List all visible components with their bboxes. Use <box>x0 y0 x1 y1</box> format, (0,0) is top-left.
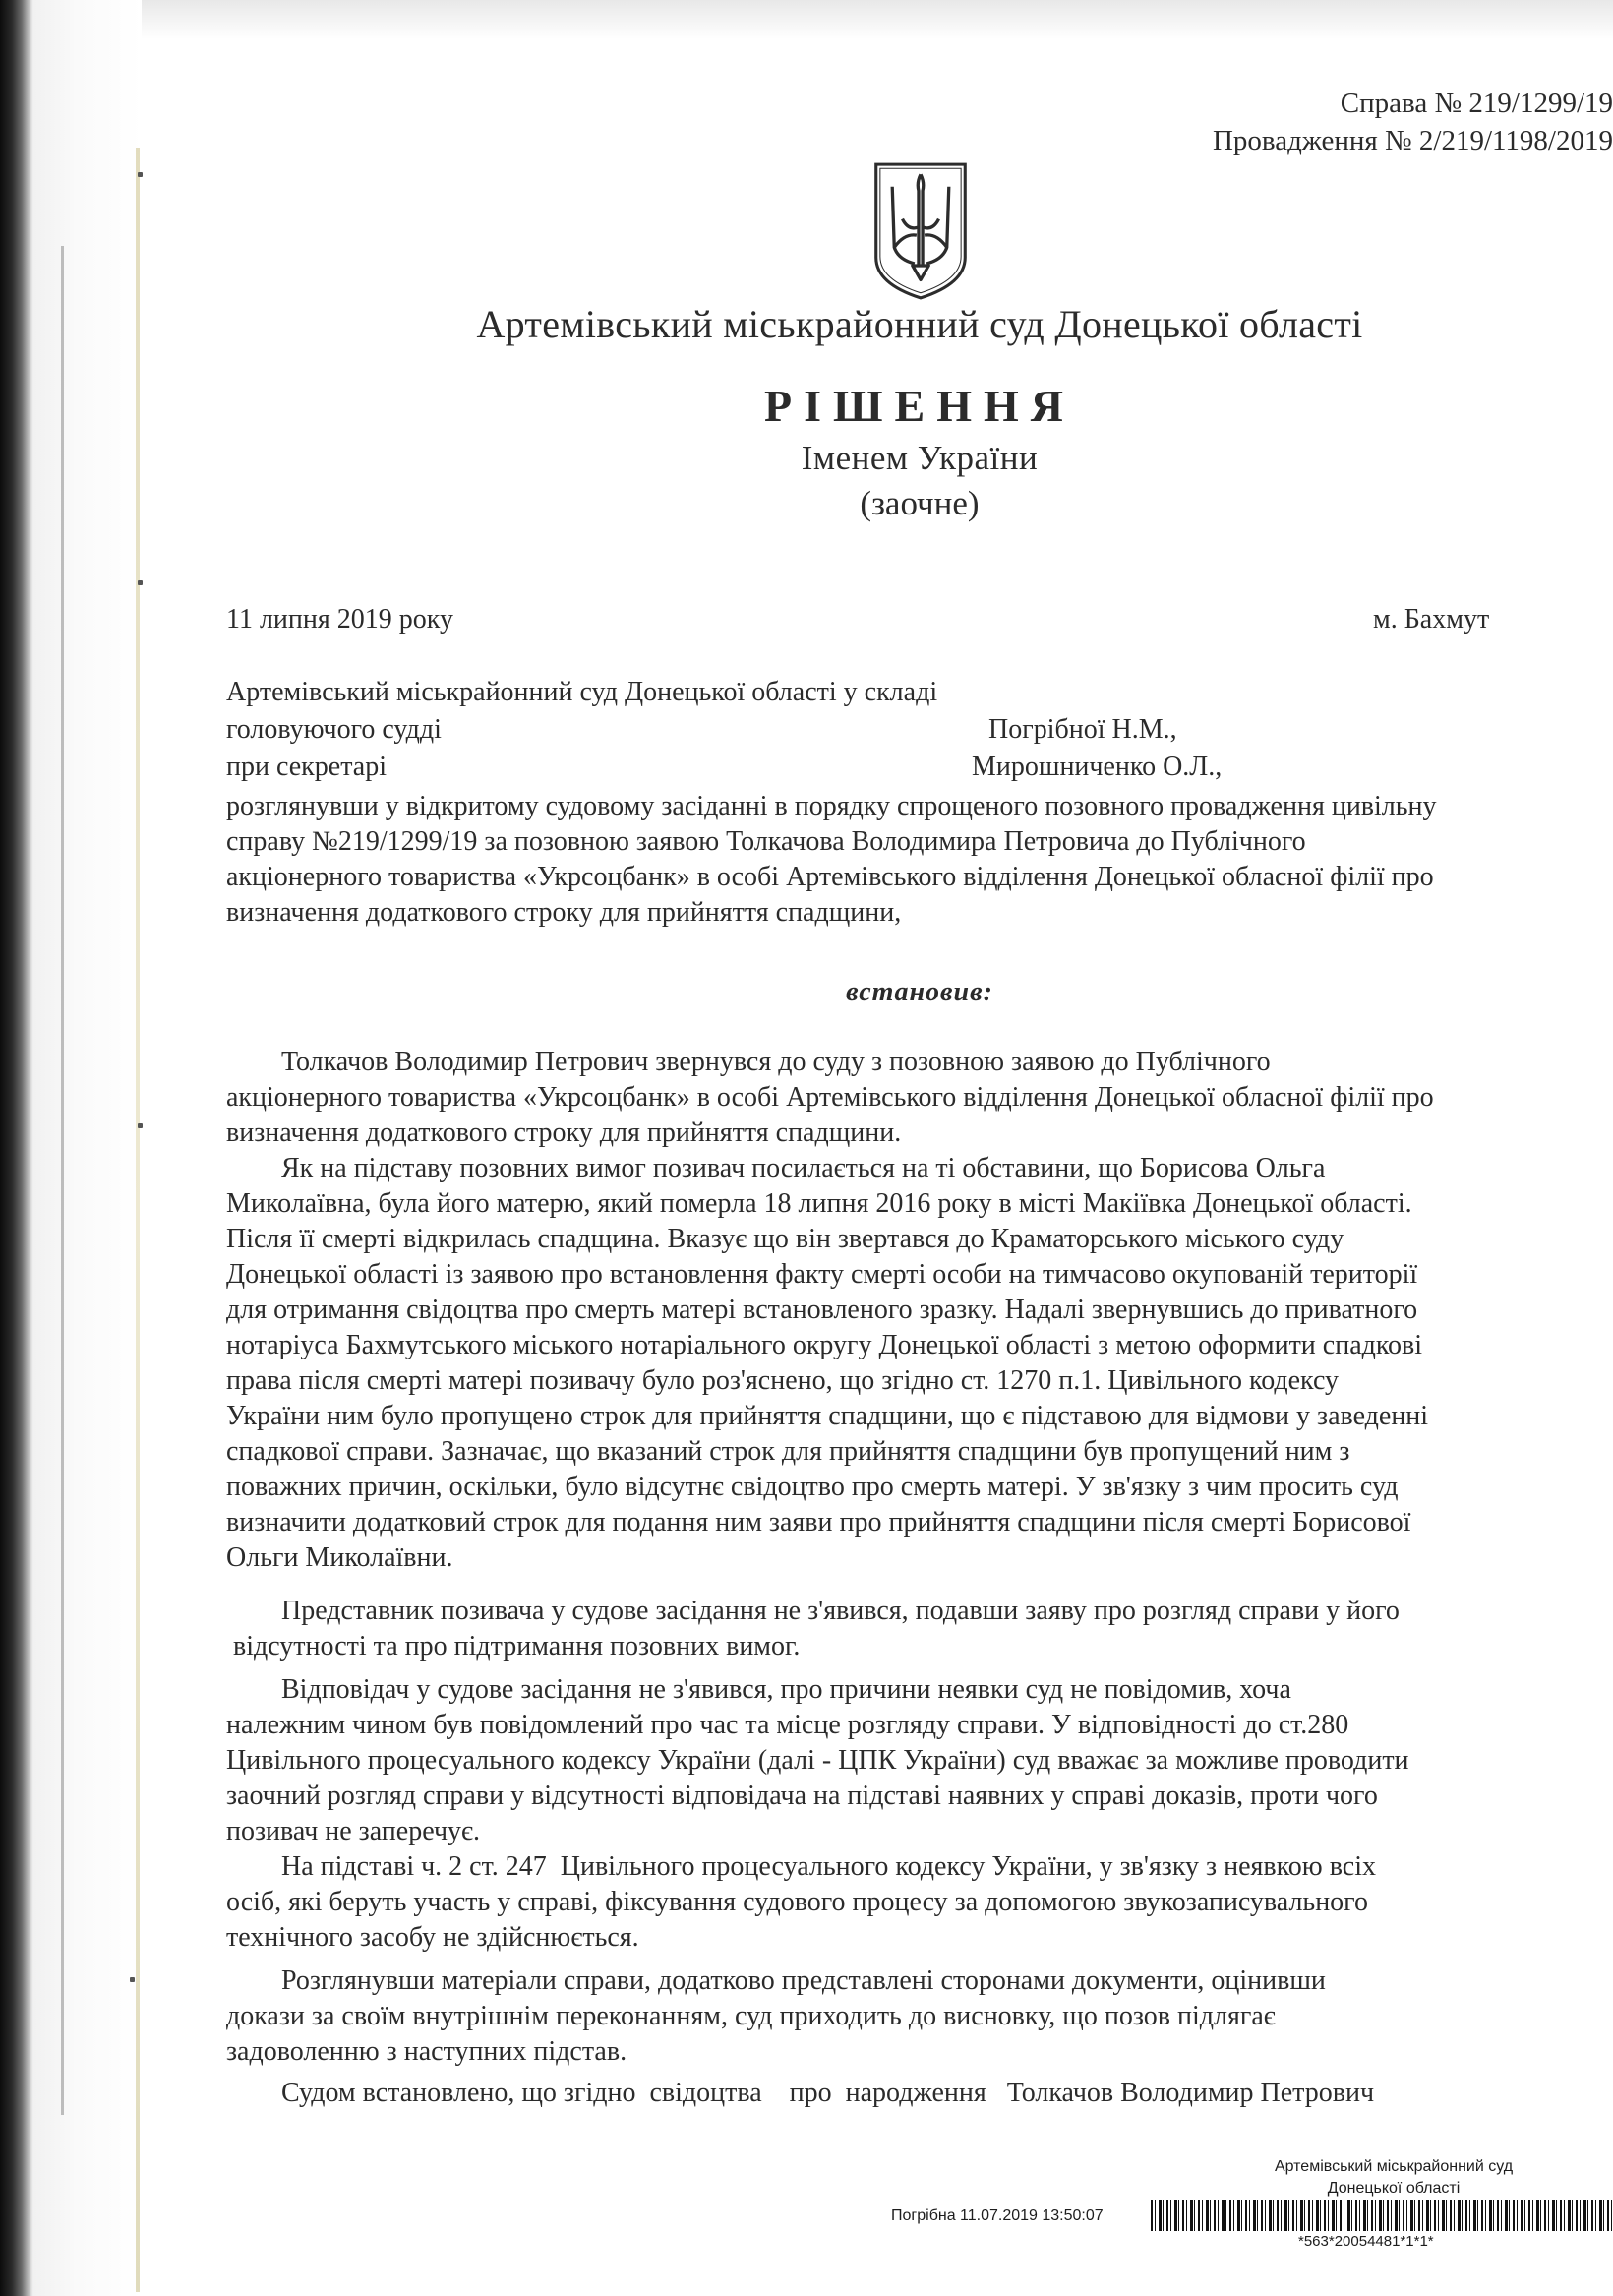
text-line: заочний розгляд справи у відсутності відповідача на підставі наявних у справі доказів, проти чого <box>226 1781 1378 1811</box>
electronic-signature: Погрібна 11.07.2019 13:50:07 <box>891 2207 1104 2224</box>
proceeding-number: Провадження № 2/219/1198/2019 <box>1212 125 1613 156</box>
established-heading: встановив: <box>846 977 993 1007</box>
case-number: Справа № 219/1299/19 <box>1340 88 1613 119</box>
barcode-number: *563*20054481*1*1* <box>1298 2233 1434 2250</box>
text-line: справу №219/1299/19 за позовною заявою Толкачова Володимира Петровича до Публічного <box>226 826 1306 857</box>
court-title: Артемівський міськрайонний суд Донецької області <box>476 302 1363 346</box>
text-line: Після її смерті відкрилась спадщина. Вказує що він звертався до Краматорського міського суду <box>226 1224 1344 1254</box>
body-paragraph <box>226 2076 1613 2111</box>
text-line: права після смерті матері позивачу було роз'яснено, що згідно ст. 1270 п.1. Цивільного кодексу <box>226 1365 1340 1396</box>
text-line: України ним було пропущено строк для прийняття спадщини, що є підставою для відмови у заведенні <box>226 1401 1429 1431</box>
text-line: Відповідач у судове засідання не з'явився, про причини неявки суд не повідомив, хоча <box>226 1674 1291 1705</box>
text-line: поважних причин, оскільки, було відсутнє свідоцтво про смерть матері. У зв'язку з чим просить суд <box>226 1472 1399 1502</box>
text-line: для отримання свідоцтва про смерть матері встановленого зразку. Надалі звернувшись до приватного <box>226 1295 1418 1325</box>
text-line: Представник позивача у судове засідання не з'явився, подавши заяву про розгляд справи у його <box>226 1596 1400 1626</box>
text-line: нотаріуса Бахмутського міського нотаріального округу Донецької області з метою оформити спадкові <box>226 1330 1423 1360</box>
decision-city: м. Бахмут <box>1373 604 1490 634</box>
text-line: осіб, які беруть участь у справі, фіксування судового процесу за допомогою звукозаписувального <box>226 1887 1368 1917</box>
text-line: Судом встановлено, що згідно свідоцтва про народження Толкачов Володимир Петрович <box>226 2078 1375 2108</box>
text-line: задоволенню з наступних підстав. <box>226 2036 627 2067</box>
text-line: технічного засобу не здійснюється. <box>226 1922 639 1953</box>
intro-paragraph <box>226 789 1613 931</box>
body-paragraph <box>226 1045 1613 1151</box>
text-line: Як на підставу позовних вимог позивач посилається на ті обставини, що Борисова Ольга <box>226 1153 1326 1183</box>
text-line: Донецької області із заявою про встановлення факту смерті особи на тимчасово окупованій території <box>226 1259 1418 1290</box>
text-line: відсутності та про підтримання позовних вимог. <box>226 1631 801 1662</box>
secretary-name: Мирошниченко О.Л., <box>972 752 1223 782</box>
decision-date: 11 липня 2019 року <box>226 604 453 634</box>
text-line: Розглянувши матеріали справи, додатково представлені сторонами документи, оцінивши <box>226 1965 1326 1996</box>
in-name-of-ukraine: Іменем України <box>801 439 1039 477</box>
text-line: акціонерного товариства «Укрсоцбанк» в особі Артемівського відділення Донецької обласної філії про <box>226 862 1434 892</box>
body-paragraph <box>226 1594 1613 1664</box>
text-line: спадкової справи. Зазначає, що вказаний строк для прийняття спадщини був пропущений ним з <box>226 1436 1350 1467</box>
trident-coat-of-arms-icon <box>869 160 972 302</box>
text-line: докази за своїм внутрішнім переконанням, суд приходить до висновку, що позов підлягає <box>226 2001 1276 2031</box>
stamp-court-name: Артемівський міськрайонний суд <box>1274 2158 1514 2175</box>
text-line: розглянувши у відкритому судовому засіданні в порядку спрощеного позовного провадження цивільну <box>226 791 1437 821</box>
text-line: Миколаївна, була його матерю, який померла 18 липня 2016 року в місті Макіївка Донецької області. <box>226 1188 1412 1219</box>
underlying-page-edge <box>61 246 64 2115</box>
case-reference <box>1213 85 1613 159</box>
text-line: Толкачов Володимир Петрович звернувся до суду з позовною заявою до Публічного <box>226 1047 1271 1077</box>
staple-mark <box>138 580 143 585</box>
court-stamp <box>1251 2156 1536 2200</box>
text-line: визначення додаткового строку для прийняття спадщини, <box>226 897 902 928</box>
judge-label: головуючого судді <box>226 714 442 745</box>
text-line: акціонерного товариства «Укрсоцбанк» в особі Артемівського відділення Донецької обласної філії про <box>226 1082 1434 1113</box>
text-line: Цивільного процесуального кодексу України (далі - ЦПК України) суд вважає за можливе проводити <box>226 1745 1409 1776</box>
text-line: Ольги Миколаївни. <box>226 1542 453 1573</box>
text-line: На підставі ч. 2 ст. 247 Цивільного процесуального кодексу України, у зв'язку з неявкою всіх <box>226 1851 1376 1882</box>
secretary-label: при секретарі <box>226 752 387 782</box>
in-absentia-label: (заочне) <box>860 484 980 522</box>
court-composition-line: Артемівський міськрайонний суд Донецької області у складі <box>226 677 938 707</box>
scan-top-shade <box>0 0 1613 39</box>
text-line: позивач не заперечує. <box>226 1816 481 1846</box>
barcode-icon <box>1151 2200 1613 2231</box>
decision-heading: РІШЕННЯ <box>764 381 1075 431</box>
body-paragraph <box>226 1151 1613 1576</box>
judge-name: Погрібної Н.М., <box>988 714 1177 745</box>
staple-mark <box>130 1977 135 1982</box>
body-paragraph <box>226 1964 1613 2070</box>
body-paragraph <box>226 1849 1613 1956</box>
staple-mark <box>138 1123 143 1128</box>
text-line: визначення додаткового строку для прийняття спадщини. <box>226 1118 902 1148</box>
text-line: визначити додатковий строк для подання ним заяви про прийняття спадщини після смерті Борисової <box>226 1507 1411 1538</box>
staple-mark <box>138 172 143 177</box>
body-paragraph <box>226 1672 1613 1849</box>
text-line: належним чином був повідомлений про час та місце розгляду справи. У відповідності до ст.280 <box>226 1710 1349 1740</box>
stamp-court-region: Донецької області <box>1327 2180 1461 2197</box>
